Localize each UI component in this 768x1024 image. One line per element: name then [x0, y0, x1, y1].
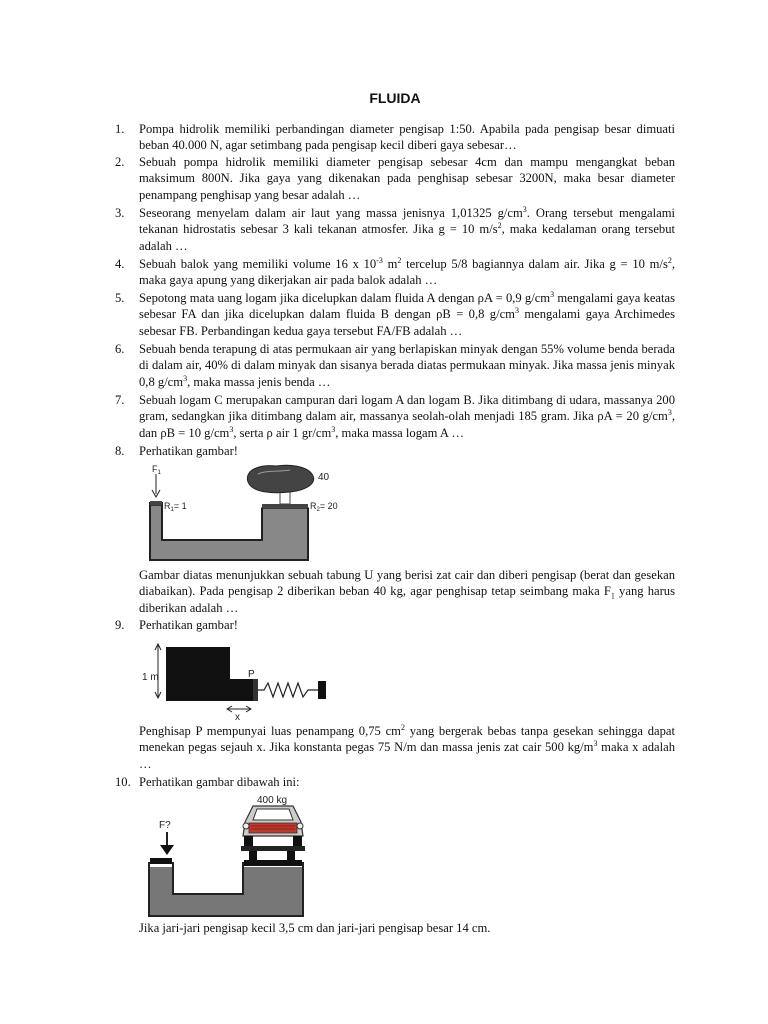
question-text: Sebuah pompa hidrolik memiliki diameter pengisap sebesar 4cm dan mampu mengangkat beban maksimum 800N. Jika gaya yang dikenakan pada penghisap sebesar 3200N, maka besar diameter penampang penghisap yang besar adalah …	[139, 155, 675, 202]
question-number: 3.	[115, 206, 125, 220]
tank-fluid	[166, 647, 258, 701]
car-windshield	[253, 809, 293, 820]
question-text: Sebuah logam C merupakan campuran dari logam A dan logam B. Jika ditimbang di udara, massanya 200 gram, sedangkan jika ditimbang dalam air, massanya seolah-olah menjadi 185 gram. Jika ρA = 20 $g/cm^3$, dan ρB = 10 $g/cm^3$, serta ρ air 1 $gr/cm^3$, maka massa logam A …	[139, 393, 675, 440]
f1-label: $F_1$	[152, 464, 161, 476]
question-8	[115, 443, 675, 459]
question-8-description: Gambar diatas menunjukkan sebuah tabung U yang berisi zat cair dan diberi pengisap (berat dan gesekan diabaikan). Pada pengisap 2 diberikan beban 40 kg, agar penghisap tetap seimbang maka $F_1$ yang harus diberikan adalah …	[139, 568, 675, 615]
question-number: 1.	[115, 122, 125, 136]
question-number: 2.	[115, 155, 125, 169]
large-piston	[262, 504, 308, 508]
fluid-body	[150, 505, 308, 560]
question-4	[115, 256, 675, 289]
car-headlight-left	[243, 823, 249, 829]
question-10	[115, 774, 675, 790]
question-number: 10.	[115, 775, 131, 789]
height-label: 1 m	[142, 672, 159, 683]
question-number: 7.	[115, 393, 125, 407]
question-10-description: Jika jari-jari pengisap kecil 3,5 cm dan jari-jari pengisap besar 14 cm.	[139, 921, 491, 935]
question-1	[115, 121, 675, 154]
figure-tank-spring	[140, 635, 340, 720]
car-wheel-right	[293, 836, 302, 846]
x-label: x	[235, 712, 240, 720]
question-text: Seseorang menyelam dalam air laut yang massa jenisnya 1,01325 $g/cm^3$. Orang tersebut mengalami tekanan hidrostatis sebesar 3 kali tekanan atmosfer. Jika g = 10 $m/s^2$, maka kedalaman orang tersebut adalah …	[139, 204, 676, 253]
lift-post-left	[249, 850, 257, 862]
car-grille	[249, 823, 297, 833]
question-text: Perhatikan gambar!	[139, 444, 238, 458]
lift-post-right	[287, 850, 295, 862]
r1-label: $R_1= 1$	[164, 501, 187, 513]
question-2	[115, 154, 675, 203]
question-text: Perhatikan gambar!	[139, 618, 238, 632]
page-title: FLUIDA	[369, 90, 421, 106]
wall-block	[318, 681, 326, 699]
lift-bar	[241, 846, 305, 851]
spring	[258, 683, 318, 697]
r2-label: $R_2= 20$	[310, 501, 338, 513]
question-number: 5.	[115, 291, 125, 305]
question-number: 8.	[115, 444, 125, 458]
p-label: P	[248, 669, 255, 680]
question-9-description: Penghisap P mempunyai luas penampang 0,75 $cm^2$ yang bergerak bebas tanpa gesekan sehingga dapat menekan pegas sejauh x. Jika konstanta pegas 75 N/m dan massa jenis zat cair 500 $kg/m^3$ maka x adalah …	[139, 722, 675, 771]
question-number: 9.	[115, 618, 125, 632]
car-wheel-left	[244, 836, 253, 846]
question-9	[115, 617, 675, 633]
question-text: Perhatikan gambar dibawah ini:	[139, 775, 300, 789]
question-number: 6.	[115, 342, 125, 356]
question-number: 4.	[115, 257, 125, 271]
question-7	[115, 392, 675, 441]
small-piston	[150, 501, 162, 505]
question-text: Sebuah benda terapung di atas permukaan air yang berlapiskan minyak dengan 55% volume benda berada di dalam air, 40% di dalam minyak dan sisanya berada diatas permukaan minyak. Jika massa jenis minyak 0,8 $g/cm^3$, maka massa jenis benda …	[139, 342, 675, 389]
figure-car-lift	[145, 792, 310, 920]
force-label: F?	[159, 820, 171, 831]
question-text: Pompa hidrolik memiliki perbandingan diameter pengisap 1:50. Apabila pada pengisap besar dimuati beban 40.000 N, agar setimbang pada pengisap kecil diberi gaya sebesar…	[139, 122, 675, 153]
small-piston	[150, 858, 172, 864]
question-6	[115, 341, 675, 390]
question-3	[115, 205, 675, 254]
piston-p	[253, 679, 258, 701]
question-5	[115, 290, 675, 339]
mass-label: 40	[318, 472, 330, 483]
piston-rod	[280, 492, 290, 504]
figure-u-tube	[140, 460, 340, 565]
rock-load	[247, 465, 313, 492]
question-text: Sebuah balok yang memiliki volume 16 x $10^{-3}$ $m^2$ tercelup 5/8 bagiannya dalam air. Jika g = 10 $m/s^2$, maka gaya apung yang dikerjakan air pada balok adalah …	[139, 255, 676, 288]
mass-label: 400 kg	[257, 795, 288, 806]
question-text: Sepotong mata uang logam jika dicelupkan dalam fluida A dengan ρA = 0,9 $g/cm^3$ mengalami gaya keatas sebesar FA dan jika dicelupkan dalam fluida B dengan ρB = 0,8 $g/cm^3$ mengalami gaya Archimedes sebesar FB. Perbandingan kedua gaya tersebut FA/FB adalah …	[139, 289, 675, 338]
car-headlight-right	[297, 823, 303, 829]
